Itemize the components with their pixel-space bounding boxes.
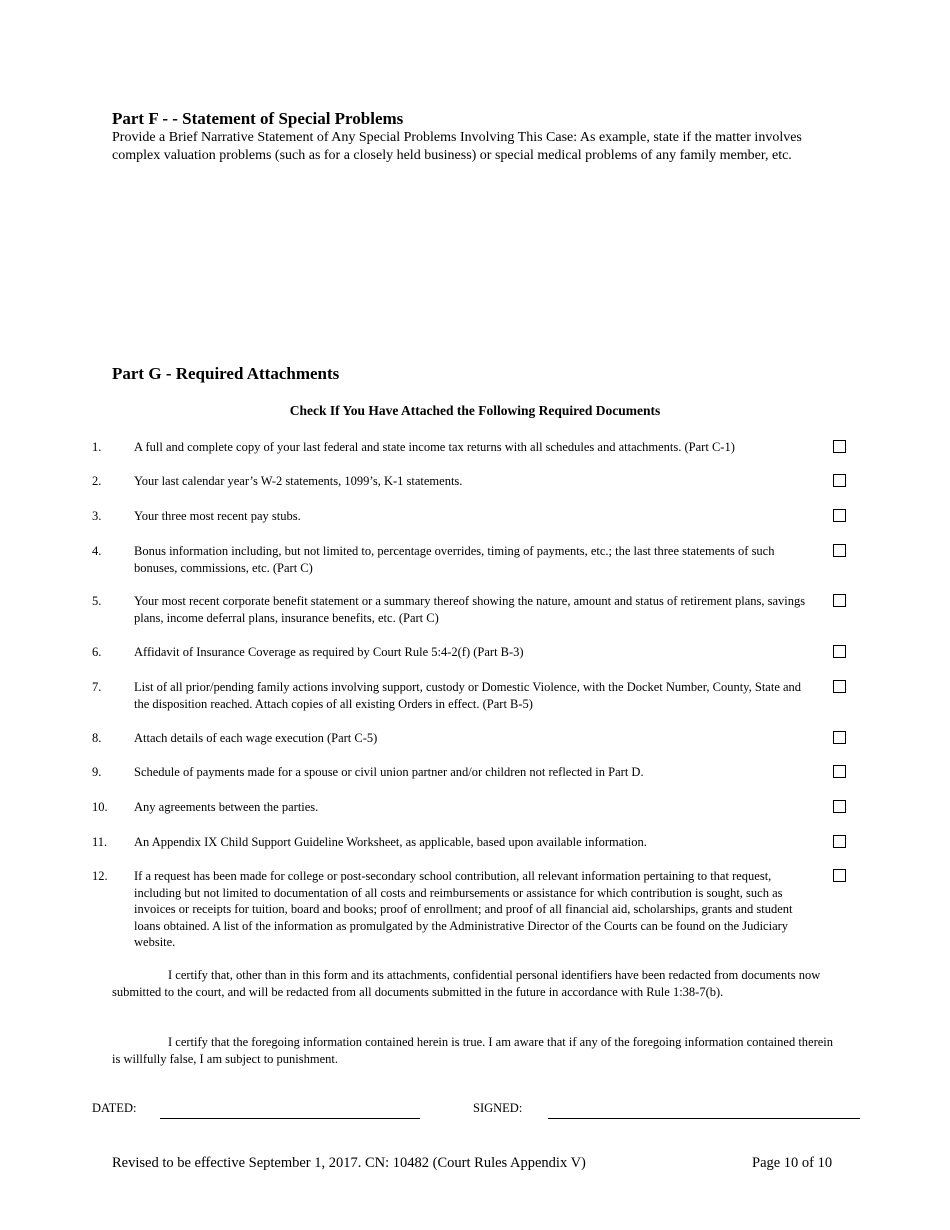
item-text: An Appendix IX Child Support Guideline Worksheet, as applicable, based upon available information. bbox=[134, 835, 647, 849]
dated-label: DATED: bbox=[92, 1101, 137, 1115]
dated-line[interactable] bbox=[160, 1118, 420, 1119]
item-text: Attach details of each wage execution (Part C-5) bbox=[134, 731, 378, 745]
attachment-checkbox[interactable] bbox=[833, 645, 846, 658]
attachment-checkbox[interactable] bbox=[833, 835, 846, 848]
item-text: Your most recent corporate benefit statement or a summary thereof showing the nature, amount and status of retirement plans, savings plans, income deferral plans, insurance benefits, etc. (Part C) bbox=[134, 594, 806, 625]
item-number: 9. bbox=[92, 765, 102, 779]
item-text: If a request has been made for college or post-secondary school contribution, all relevant information pertaining to that request, including but not limited to documentation of all costs and reimbursements or assistance for which contribution is sought, such as invoices or receipts for tuition, board and books; proof of enrollment; and proof of all financial aid, scholarships, grants and student loans obtained. A list of the information as promulgated by the Administrative Director of the Courts can be found on the Judiciary website. bbox=[134, 869, 793, 949]
item-number: 2. bbox=[92, 474, 102, 488]
truth-certification-text: I certify that the foregoing information contained herein is true. I am aware that if any of the foregoing information contained therein is willfully false, I am subject to punishment. bbox=[112, 1035, 834, 1066]
item-number: 10. bbox=[92, 800, 108, 814]
signature-line[interactable] bbox=[548, 1118, 860, 1119]
page-number: Page 10 of 10 bbox=[752, 1155, 833, 1171]
item-text: Your last calendar year’s W-2 statements, 1099’s, K-1 statements. bbox=[134, 474, 463, 488]
redaction-certification bbox=[112, 967, 837, 1000]
attachment-checkbox[interactable] bbox=[833, 800, 846, 813]
attachment-checkbox[interactable] bbox=[833, 731, 846, 744]
attachment-checkbox[interactable] bbox=[833, 594, 846, 607]
attachment-checkbox[interactable] bbox=[833, 544, 846, 557]
item-text: Affidavit of Insurance Coverage as required by Court Rule 5:4-2(f) (Part B-3) bbox=[134, 645, 524, 659]
redaction-certification-text: I certify that, other than in this form and its attachments, confidential personal identifiers have been redacted from documents now submitted to the court, and will be redacted from all documents submitted in the future in accordance with Rule 1:38-7(b). bbox=[112, 968, 821, 999]
item-number: 8. bbox=[92, 731, 102, 745]
item-number: 7. bbox=[92, 680, 102, 694]
item-text: Schedule of payments made for a spouse or civil union partner and/or children not reflected in Part D. bbox=[134, 765, 644, 779]
item-number: 5. bbox=[92, 594, 102, 608]
item-text: List of all prior/pending family actions involving support, custody or Domestic Violence, with the Docket Number, County, State and the disposition reached. Attach copies of all existing Orders in effect. (Part B-5) bbox=[134, 680, 802, 711]
item-text: Bonus information including, but not limited to, percentage overrides, timing of payments, etc.; the last three statements of such bonuses, commissions, etc. (Part C) bbox=[134, 544, 775, 575]
item-number: 4. bbox=[92, 544, 102, 558]
attachment-checkbox[interactable] bbox=[833, 680, 846, 693]
item-text: A full and complete copy of your last federal and state income tax returns with all schedules and attachments. (Part C-1) bbox=[134, 440, 735, 454]
part-f-title: Part F - - Statement of Special Problems bbox=[112, 109, 404, 128]
attachment-checkbox[interactable] bbox=[833, 869, 846, 882]
attachment-checkbox[interactable] bbox=[833, 440, 846, 453]
item-number: 6. bbox=[92, 645, 102, 659]
attachment-checkbox[interactable] bbox=[833, 765, 846, 778]
part-f-description: Provide a Brief Narrative Statement of Any Special Problems Involving This Case: As example, state if the matter involves complex valuation problems (such as for a closely held business) or special medical problems of any family member, etc. bbox=[112, 130, 802, 163]
part-g-title: Part G - Required Attachments bbox=[112, 364, 340, 383]
item-number: 12. bbox=[92, 869, 108, 883]
item-number: 11. bbox=[92, 835, 108, 849]
item-number: 3. bbox=[92, 509, 102, 523]
attachments-subheading: Check If You Have Attached the Following Required Documents bbox=[289, 403, 661, 418]
item-text: Any agreements between the parties. bbox=[134, 800, 319, 814]
truth-certification bbox=[112, 1034, 837, 1067]
signed-label: SIGNED: bbox=[473, 1101, 523, 1115]
attachment-checkbox[interactable] bbox=[833, 474, 846, 487]
item-number: 1. bbox=[92, 440, 102, 454]
attachment-checkbox[interactable] bbox=[833, 509, 846, 522]
item-text: Your three most recent pay stubs. bbox=[134, 509, 301, 523]
footer-revision: Revised to be effective September 1, 2017. CN: 10482 (Court Rules Appendix V) bbox=[112, 1155, 586, 1171]
